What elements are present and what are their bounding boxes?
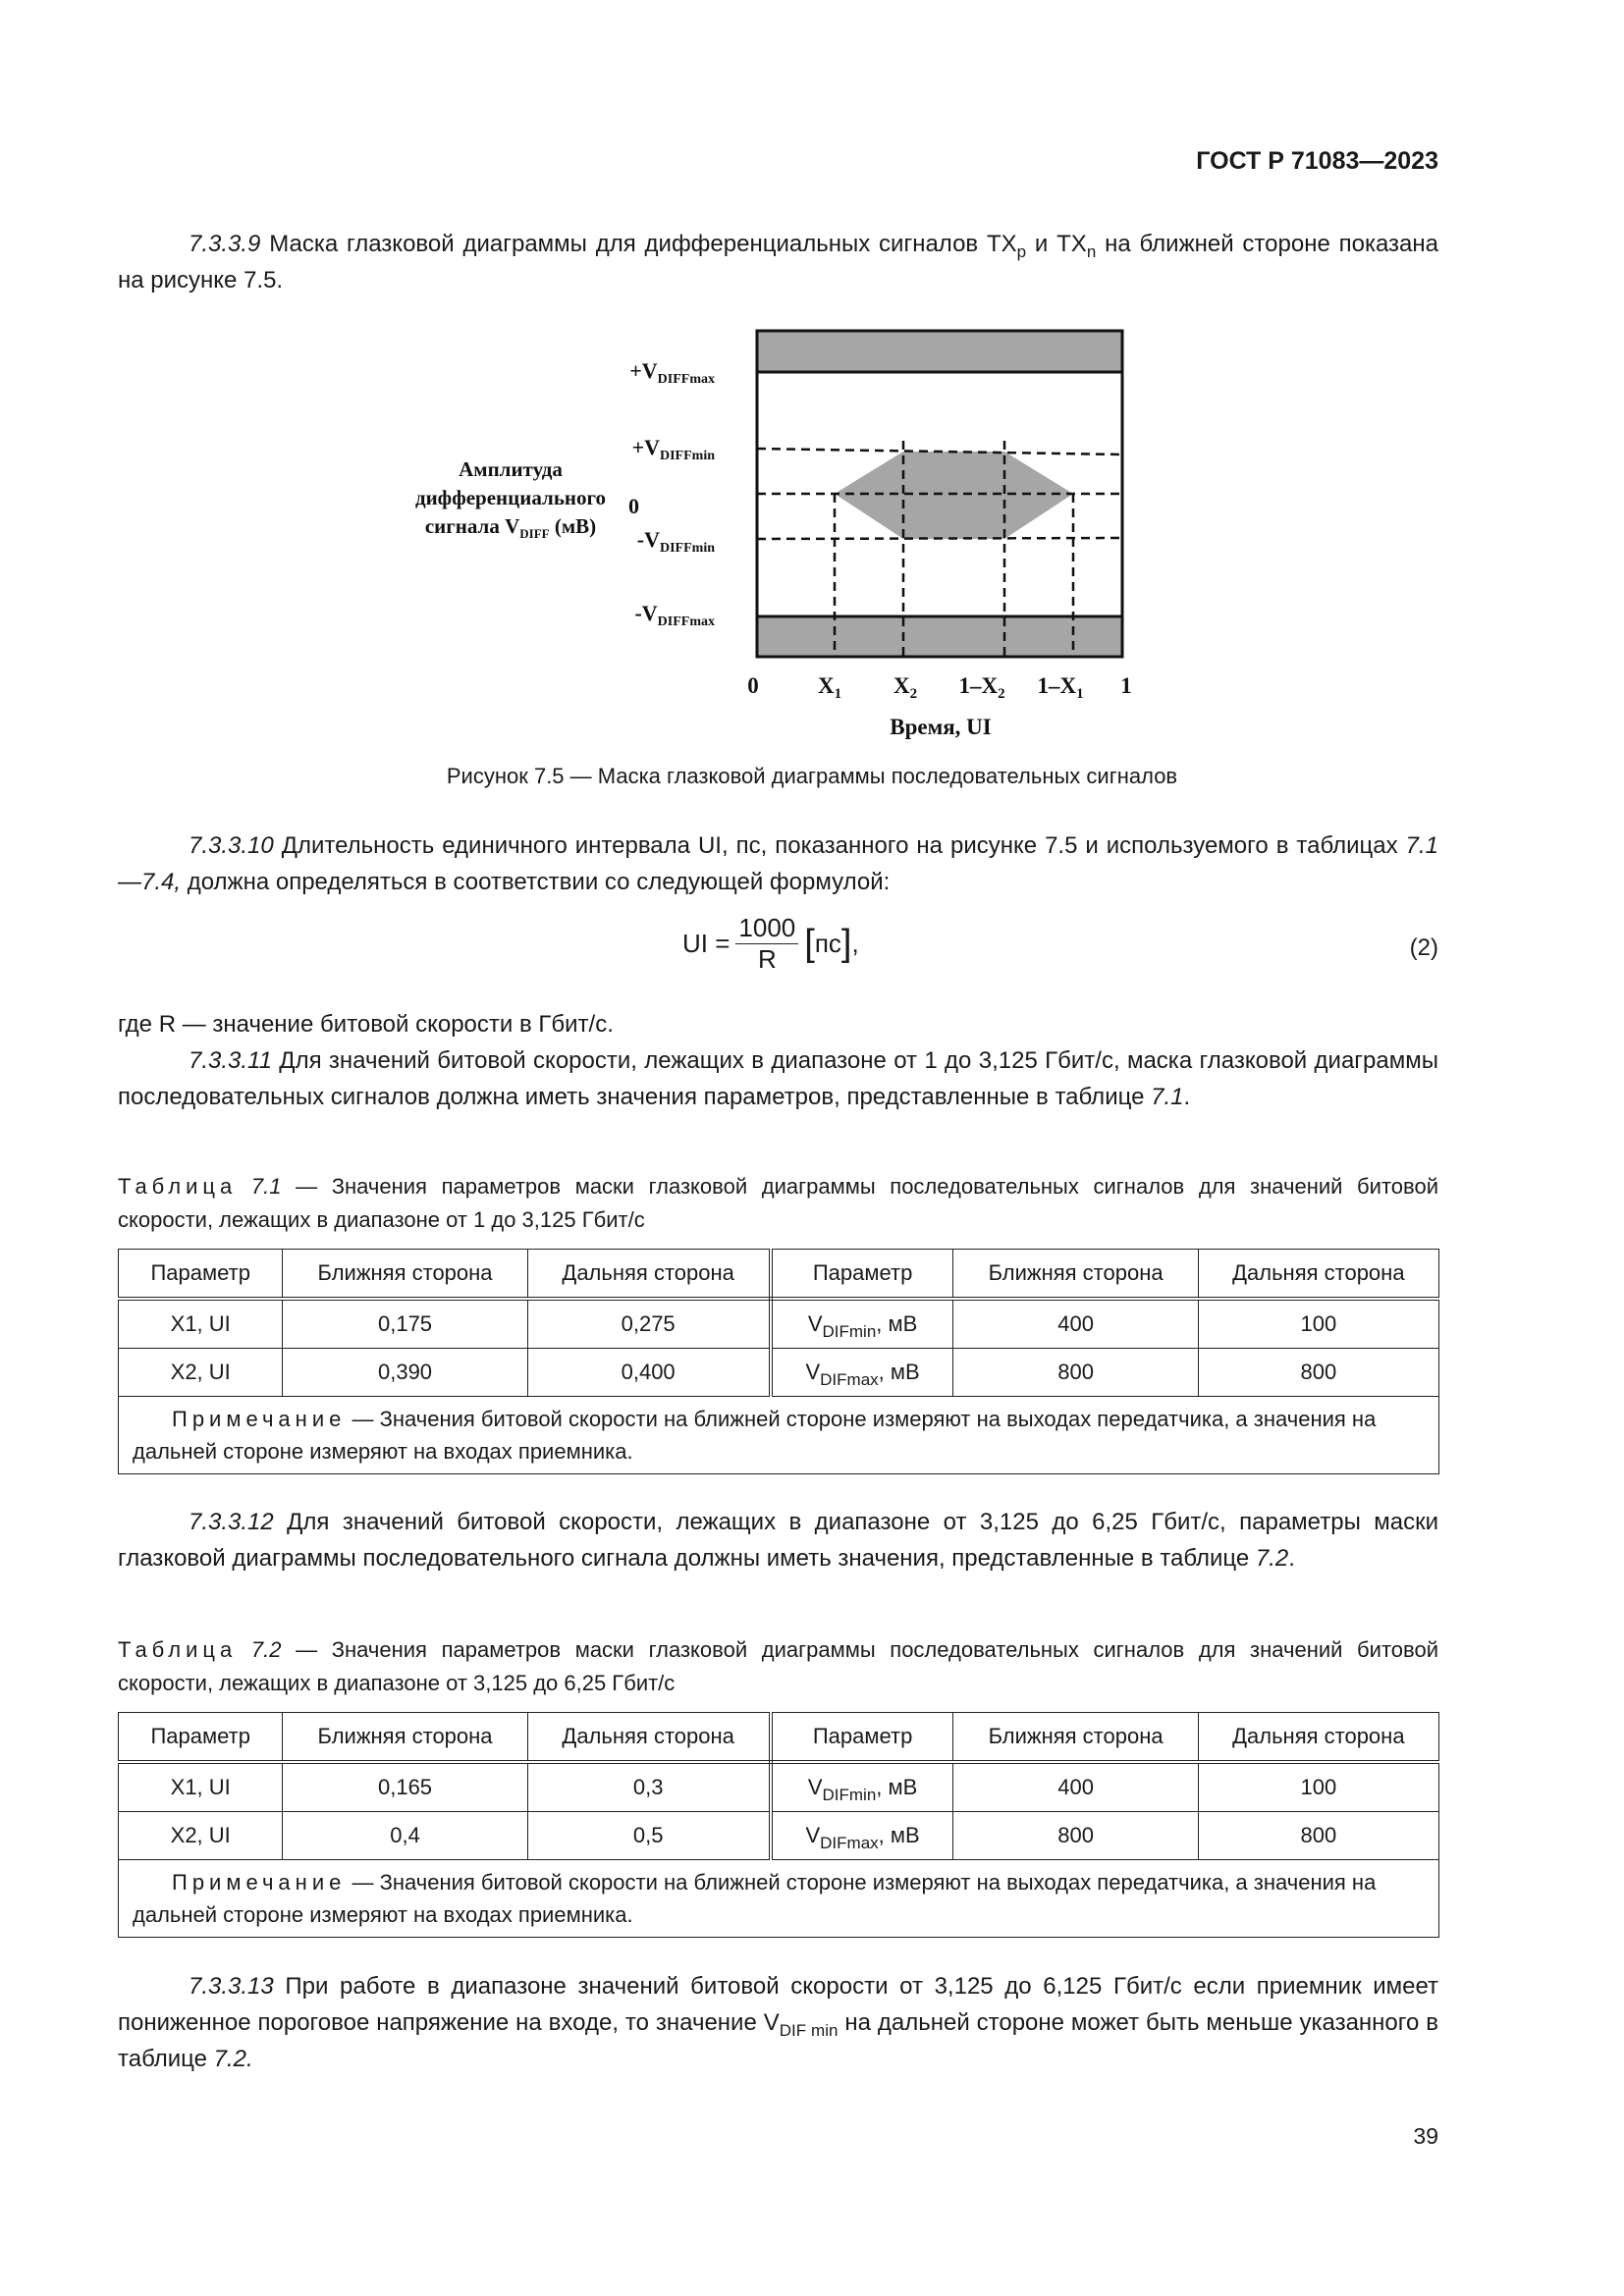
eye-diagram-figure [0,0,1624,766]
table-note-row [119,1397,1439,1474]
cell: 0,175 [283,1299,527,1349]
text: на ближней стороне показана на рисунке 7.5. [118,231,1439,294]
subscript: p [1016,242,1027,261]
upper-mask-band [757,331,1122,372]
cell: 0,3 [527,1762,771,1812]
table-row [119,1812,1439,1860]
x-label-0: 0 [747,673,759,698]
text: . [1183,1084,1191,1110]
header-cell: Дальняя сторона [527,1713,771,1763]
text: на дальней стороне может быть меньше указанного в таблице [118,2009,1438,2072]
paragraph-where: где R — значение битовой скорости в Гбит/с. [118,1011,614,1038]
text: Маска глазковой диаграммы для дифференциальных сигналов TX [260,231,1017,257]
clause-number: 7.3.3.13 [189,1973,274,2000]
y-title-line3: сигнала $V_{DIFF}$ (мВ) [424,514,597,541]
cell: $V_{DIFmin}$, мВ [771,1762,953,1812]
paragraph-7-3-3-13 [118,1968,1438,2077]
y-title-line2: дифференциального [414,486,607,509]
header-cell: Дальняя сторона [1198,1713,1438,1763]
table-number: 7.1 [250,1174,282,1199]
subscript: DIF min [779,2021,839,2040]
table-ref: 7.2 [1255,1545,1289,1572]
table-7-2 [118,1712,1439,1938]
text: . [1288,1545,1295,1572]
equation-number: (2) [1409,934,1438,961]
numerator: 1000 [735,913,798,944]
lower-mask-band [757,616,1122,657]
eye-mask-hexagon [835,452,1073,539]
cell: X1, UI [119,1299,283,1349]
cell: 0,4 [283,1812,527,1860]
cell: 0,275 [527,1299,771,1349]
table-row [119,1349,1439,1397]
cell: 0,390 [283,1349,527,1397]
table-label: Таблица [118,1174,238,1199]
table-ref: 7.1 [1151,1084,1184,1110]
cell: X2, UI [119,1349,283,1397]
cell: $V_{DIFmax}$, мВ [771,1812,953,1860]
cell: 400 [953,1299,1198,1349]
cell: X2, UI [119,1812,283,1860]
y-label-neg-vdiffmin: $-V_{DIFFmin}$ [636,527,715,556]
cell: 800 [953,1349,1198,1397]
caption-text: — Значения параметров маски глазковой диаграммы последовательных сигналов для значений битовой скорости, лежащих в диапазоне от 3,125 до 6,25 Гбит/с [118,1637,1438,1695]
text: При работе в диапазоне значений битовой скорости от 3,125 до 6,125 Гбит/с если приемник имеет пониженное пороговое напряжение на входе, то значение V [118,1973,1438,2036]
page-number: 39 [1413,2123,1438,2149]
cell: 100 [1198,1762,1438,1812]
cell: $V_{DIFmin}$, мВ [771,1299,953,1349]
cell: X1, UI [119,1762,283,1812]
subscript: n [1086,242,1097,261]
table-7-1-caption [118,1170,1438,1237]
y-label-vdiffmin: $+V_{DIFFmin}$ [631,435,715,463]
cell: 100 [1198,1299,1438,1349]
cell: 800 [953,1812,1198,1860]
table-note: Примечание — Значения битовой скорости на ближней стороне измеряют на выходах передатчика, а значения на дальней стороне измеряют на входах приемника. [119,1397,1439,1474]
table-7-2-caption [118,1633,1438,1700]
text: и TX [1026,231,1087,257]
formula: UI = $\frac{1000}{R}$ [ пс ] , [682,913,859,974]
x-label-x2: $X_2$ [893,673,918,702]
table-number: 7.2 [250,1637,282,1662]
clause-number: 7.3.3.12 [189,1509,274,1535]
paragraph-7-3-3-12 [118,1504,1438,1576]
formula-comma: , [851,929,859,958]
header-cell: Дальняя сторона [527,1250,771,1300]
y-title-line1: Амплитуда [459,457,563,481]
x-label-1: 1 [1120,673,1132,698]
text: Для значений битовой скорости, лежащих в диапазоне от 3,125 до 6,25 Гбит/с, параметры маски глазковой диаграммы последовательного сигнала должны иметь значения, представленные в таблице [118,1509,1438,1572]
header-cell: Параметр [771,1713,953,1763]
figure-caption: Рисунок 7.5 — Маска глазковой диаграммы последовательных сигналов [446,764,1178,788]
y-label-vdiffmax: $+V_{DIFFmax}$ [629,358,715,387]
table-note: Примечание — Значения битовой скорости на ближней стороне измеряют на выходах передатчика, а значения на дальней стороне измеряют на входах приемника. [119,1860,1439,1938]
cell: 400 [953,1762,1198,1812]
neg-vdiffmin-dashed-line [757,538,1122,539]
header-cell: Ближняя сторона [283,1250,527,1300]
header-cell: Ближняя сторона [953,1713,1198,1763]
table-ref: 7.2. [213,2046,253,2072]
header-cell: Параметр [119,1713,283,1763]
table-header-row [119,1250,1439,1300]
y-label-zero: 0 [628,494,639,518]
paragraph-7-3-3-11 [118,1042,1438,1115]
cell: 0,400 [527,1349,771,1397]
cell: 800 [1198,1812,1438,1860]
fraction [735,913,798,975]
x-axis-title: Время, UI [890,715,992,739]
cell: 0,165 [283,1762,527,1812]
header-cell: Ближняя сторона [283,1713,527,1763]
table-row [119,1299,1439,1349]
formula-lhs: UI = [682,929,731,958]
clause-number: 7.3.3.9 [189,231,261,257]
caption-text: — Значения параметров маски глазковой диаграммы последовательных сигналов для значений битовой скорости, лежащих в диапазоне от 1 до 3,125 Гбит/с [118,1174,1438,1232]
formula-unit: пс [814,929,841,958]
text: Длительность единичного интервала UI, пс, показанного на рисунке 7.5 и используемого в таблицах [273,832,1406,859]
table-header-row [119,1713,1439,1763]
table-ref: 7.1—7.4, [118,832,1438,895]
header-cell: Дальняя сторона [1198,1250,1438,1300]
x-label-1-x2: $1-X_2$ [958,673,1005,702]
header-cell: Ближняя сторона [953,1250,1198,1300]
cell: 800 [1198,1349,1438,1397]
table-note-row [119,1860,1439,1938]
cell: 0,5 [527,1812,771,1860]
clause-number: 7.3.3.11 [189,1047,272,1074]
header-cell: Параметр [771,1250,953,1300]
x-label-1-x1: $1-X_1$ [1037,673,1084,702]
y-label-neg-vdiffmax: $-V_{DIFFmax}$ [634,601,715,629]
denominator: R [757,944,777,974]
cell: $V_{DIFmax}$, мВ [771,1349,953,1397]
text: Для значений битовой скорости, лежащих в диапазоне от 1 до 3,125 Гбит/с, маска глазковой диаграммы последовательных сигналов должна иметь значения параметров, представленные в таблице [118,1047,1438,1110]
header-cell: Параметр [119,1250,283,1300]
table-row [119,1762,1439,1812]
text: должна определяться в соответствии со следующей формулой: [181,869,891,895]
clause-number: 7.3.3.10 [189,832,274,859]
x-label-x1: $X_1$ [817,673,842,702]
paragraph-7-3-3-10 [118,828,1438,900]
document-id: ГОСТ Р 71083—2023 [1196,147,1438,175]
table-label: Таблица [118,1637,238,1662]
table-7-1 [118,1249,1439,1474]
